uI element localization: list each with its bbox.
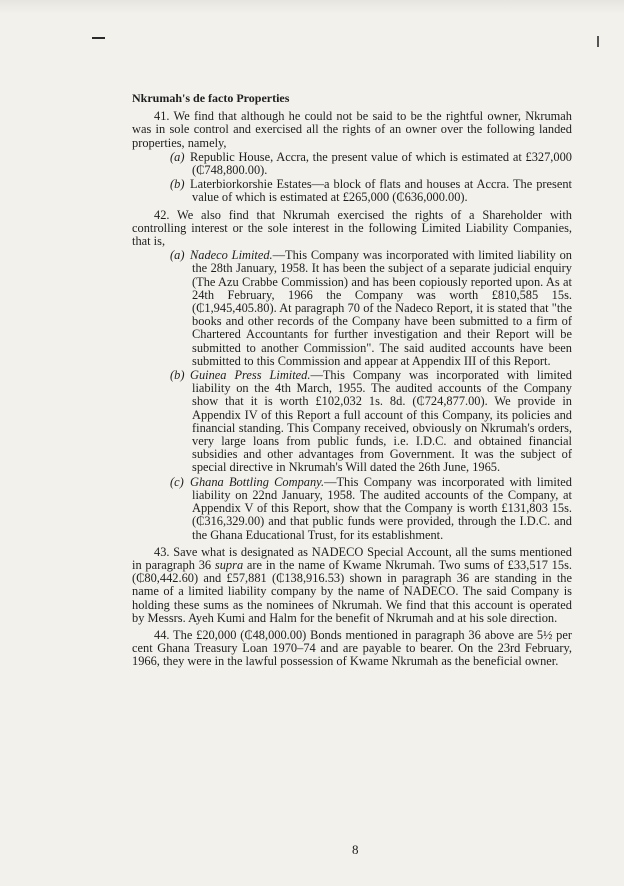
item-42b	[170, 369, 572, 475]
item-41b	[170, 178, 572, 204]
paragraph-43	[132, 546, 572, 625]
paragraph-43-text-rest: are in the name of Kwame Nkrumah. Two sums of £33,517 15s. (₵80,442.60) and £57,881 (₵138,916.53) shown in paragraph 36 are standing in the name of a limited liability company by the name of NADECO. The said Company is holding these sums as the nominees of Nkrumah. We find that this account is operated by Messrs. Ayeh Kumi and Halm for the benefit of Nkrumah and at his sole direction.	[132, 557, 572, 625]
item-label: (a)	[170, 248, 185, 263]
item-label: (b)	[170, 368, 185, 383]
item-42a	[170, 249, 572, 368]
item-title: Nadeco Limited.	[190, 248, 273, 263]
item-text: —This Company was incorporated with limited liability on the 28th January, 1958. It has been the subject of a separate judicial enquiry (The Azu Crabbe Commission) and has been copiously reported upon. As at 24th February, 1966 the Company was worth £810,585 15s. (₵1,945,405.80). At paragraph 70 of the Nadeco Report, it is stated that "the books and other records of the Company have been submitted to a firm of Chartered Accountants for further investigation and their Report will be submitted to another Commission". The said audited accounts have been submitted to this Commission and appear at Appendix III of this Report.	[192, 248, 572, 368]
scan-mark	[92, 37, 105, 39]
scan-mark-right	[597, 36, 599, 47]
item-text: Laterbiorkorshie Estates—a block of flats and houses at Accra. The present value of which is estimated at £265,000 (₵636,000.00).	[190, 177, 572, 205]
item-label: (b)	[170, 177, 185, 192]
item-text: —This Company was incorporated with limited liability on the 4th March, 1955. The audited accounts of the Company show that it is worth £102,032 1s. 8d. (₵724,877.00). We provide in Appendix IV of this Report a full account of this Company, its policies and financial standing. This Company received, obviously on Nkrumah's orders, very large loans from public funds, i.e. I.D.C. and obtained financial subsidies and other advantages from Government. It was the subject of special directive in Nkrumah's Will dated the 26th June, 1965.	[192, 368, 572, 475]
supra-word: supra	[214, 557, 244, 572]
paragraph-43-text: 43. Save what is designated as NADECO Special Account, all the sums mentioned in paragraph 36	[132, 544, 572, 572]
item-42c	[170, 476, 572, 542]
item-title: Ghana Bottling Company.	[190, 474, 325, 489]
scan-edge	[0, 0, 624, 14]
item-text: Republic House, Accra, the present value of which is estimated at £327,000 (₵748,800.00).	[190, 149, 572, 178]
paragraph-41: 41. We find that although he could not be said to be the rightful owner, Nkrumah was in sole control and exercised all the rights of an owner over the following landed properties, namely,	[132, 109, 572, 150]
item-label: (c)	[170, 474, 184, 489]
item-label: (a)	[170, 149, 185, 164]
paragraph-42: 42. We also find that Nkrumah exercised the rights of a Shareholder with controlling interest or the sole interest in the following Limited Liability Companies, that is,	[132, 207, 572, 249]
paragraph-42-items	[132, 249, 572, 541]
item-text: —This Company was incorporated with limited liability on 22nd January, 1958. The audited accounts of the Company, at Appendix V of this Report, show that the Company is worth £131,803 15s. (₵316,329.00) and that public funds were provided, through the I.D.C. and the Ghana Educational Trust, for its establishment.	[192, 474, 572, 542]
page-number: 8	[352, 842, 359, 857]
item-41a	[170, 151, 572, 177]
document-page	[132, 92, 572, 669]
paragraph-41-items	[132, 151, 572, 205]
item-title: Guinea Press Limited.	[190, 368, 311, 383]
section-heading: Nkrumah's de facto Properties	[132, 91, 290, 105]
paragraph-44: 44. The £20,000 (₵48,000.00) Bonds mentioned in paragraph 36 above are 5½ per cent Ghana Treasury Loan 1970–74 and are payable to bearer. On the 23rd February, 1966, they were in the lawful possession of Kwame Nkrumah as the beneficial owner.	[132, 627, 572, 669]
